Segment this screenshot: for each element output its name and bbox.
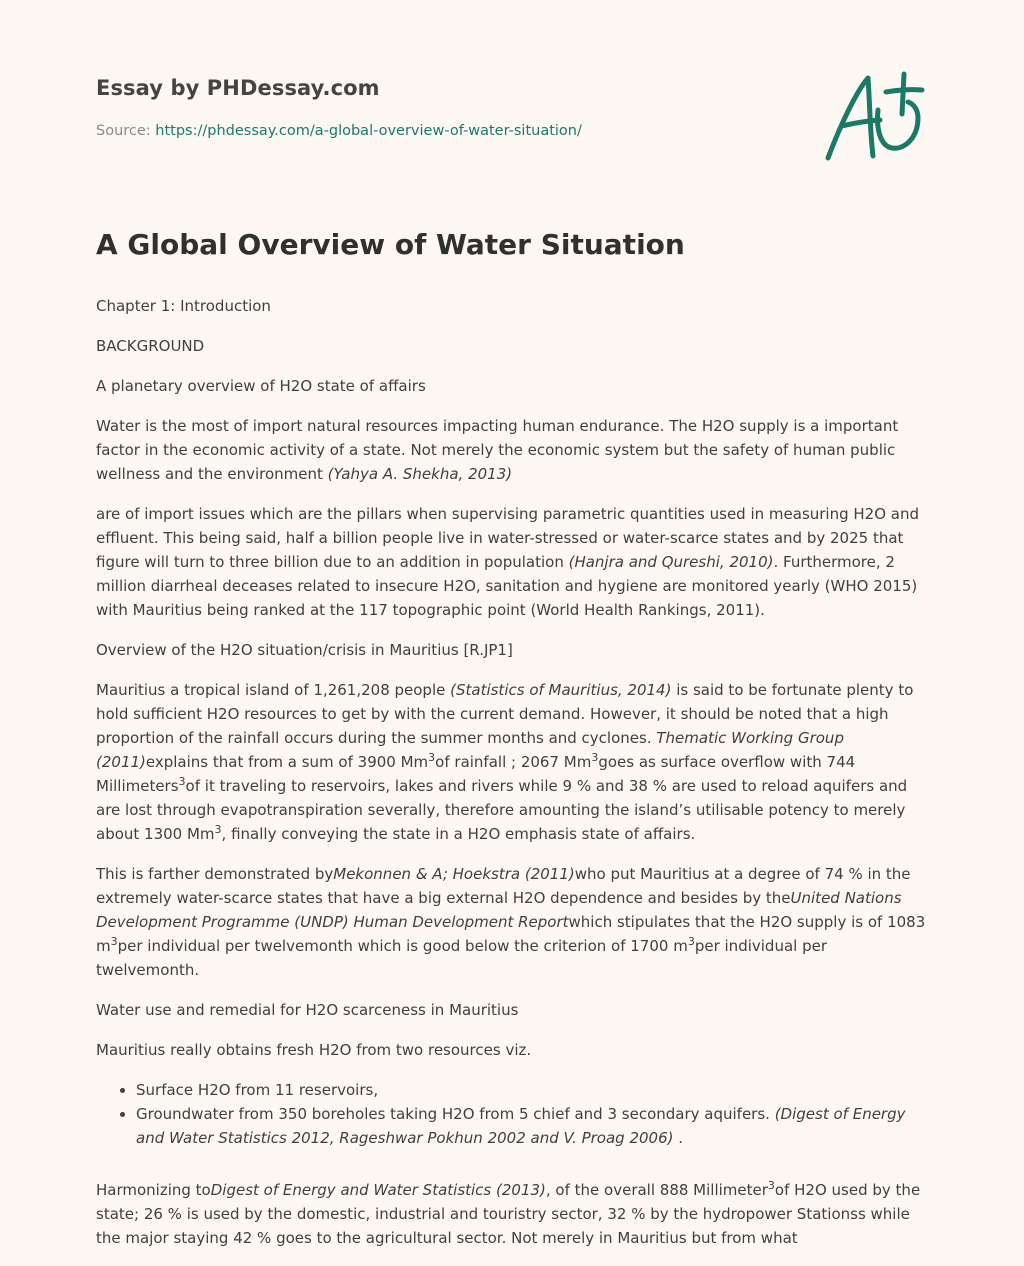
section-heading: BACKGROUND [96,337,205,355]
bullet-list [96,1078,928,1150]
a-plus-logo-icon [818,66,930,166]
subsection-heading: Overview of the H2O situation/crisis in Mauritius [R.JP1] [96,641,513,659]
paragraph: Mauritius really obtains fresh H2O from two resources viz. [96,1041,532,1059]
header [96,76,582,139]
citation: (Digest of Energy and Water Statistics 2012, Rageshwar Pokhun 2002 and V. Proag 2006) [136,1105,906,1147]
source-label: Source: [96,123,151,139]
subsection-heading: Water use and remedial for H2O scarceness in Mauritius [96,1001,519,1019]
chapter-heading: Chapter 1: Introduction [96,297,271,315]
list-item: • Surface H2O from 11 reservoirs, [136,1078,928,1102]
citation: Digest of Energy and Water Statistics (2013) [210,1181,546,1199]
paragraph: are of import issues which are the pillars when supervising parametric quantities used in measuring H2O and effluent. This being said, half a billion people live in water-stressed or water-scarce states and by 2025 that figure will turn to three billion due to an addition in population (Hanjra and Qureshi, 2010). Furthermore, 2 million diarrheal deceases related to insecure H2O, sanitation and hygiene are monitored yearly (WHO 2015) with Mauritius being ranked at the 117 topographic point (World Health Rankings, 2011). [96,505,920,619]
citation: (Statistics of Mauritius, 2014) [450,681,672,699]
source-line [96,123,582,139]
brand-title: Essay by PHDessay.com [96,76,380,100]
paragraph: Water is the most of import natural resources impacting human endurance. The H2O supply is a important factor in the economic activity of a state. Not merely the economic system but the safety of human public wellness and the environment (Yahya A. Shekha, 2013) [96,417,899,483]
citation: Thematic Working Group (2011) [96,729,844,771]
paragraph: This is farther demonstrated byMekonnen & A; Hoekstra (2011)who put Mauritius at a degree of 74 % in the extremely water-scarce states that have a big external H2O dependence and besides by theUnited Nations Development Programme (UNDP) Human Development Reportwhich stipulates that the H2O supply is of 1083 $m^3per$ individual per twelvemonth which is good below the criterion of 1700 $m^3per$ individual per twelvemonth. [96,865,926,979]
paragraph: Harmonizing toDigest of Energy and Water Statistics (2013), of the overall 888 Millimeter$^3$of H2O used by the state; 26 % is used by the domestic, industrial and touristry sector, 32 % by the hydropower Stationss while the major staying 42 % goes to the agricultural sector. Not merely in Mauritius but from what [96,1179,921,1247]
paragraph: Mauritius a tropical island of 1,261,208 people (Statistics of Mauritius, 2014) is said to be fortunate plenty to hold sufficient H2O resources to get by with the current demand. However, it should be noted that a high proportion of the rainfall occurs during the summer months and cyclones. Thematic Working Group (2011)explains that from a sum of 3900 Mm$^3$of rainfall ; 2067 Mm$^3$goes as surface overflow with 744 Millimeters$^3$of it traveling to reservoirs, lakes and rivers while 9 % and 38 % are used to reload aquifers and are lost through evapotranspiration severally, therefore amounting the island’s utilisable potency to merely about 1300 Mm$^3$, finally conveying the state in a H2O emphasis state of affairs. [96,681,914,843]
source-link[interactable]: https://phdessay.com/a-global-overview-of-water-situation/ [155,123,582,139]
list-item: • Groundwater from 350 boreholes taking H2O from 5 chief and 3 secondary aquifers. (Digest of Energy and Water Statistics 2012, Rageshwar Pokhun 2002 and V. Proag 2006) . [136,1102,928,1150]
citation: (Yahya A. Shekha, 2013) [327,465,513,483]
citation: United Nations Development Programme (UNDP) Human Development Report [96,889,902,931]
citation: (Hanjra and Qureshi, 2010) [568,553,774,571]
citation: Mekonnen & A; Hoekstra (2011) [333,865,575,883]
page-title: A Global Overview of Water Situation [96,228,685,261]
subsection-heading: A planetary overview of H2O state of affairs [96,377,426,395]
article [96,226,928,1266]
